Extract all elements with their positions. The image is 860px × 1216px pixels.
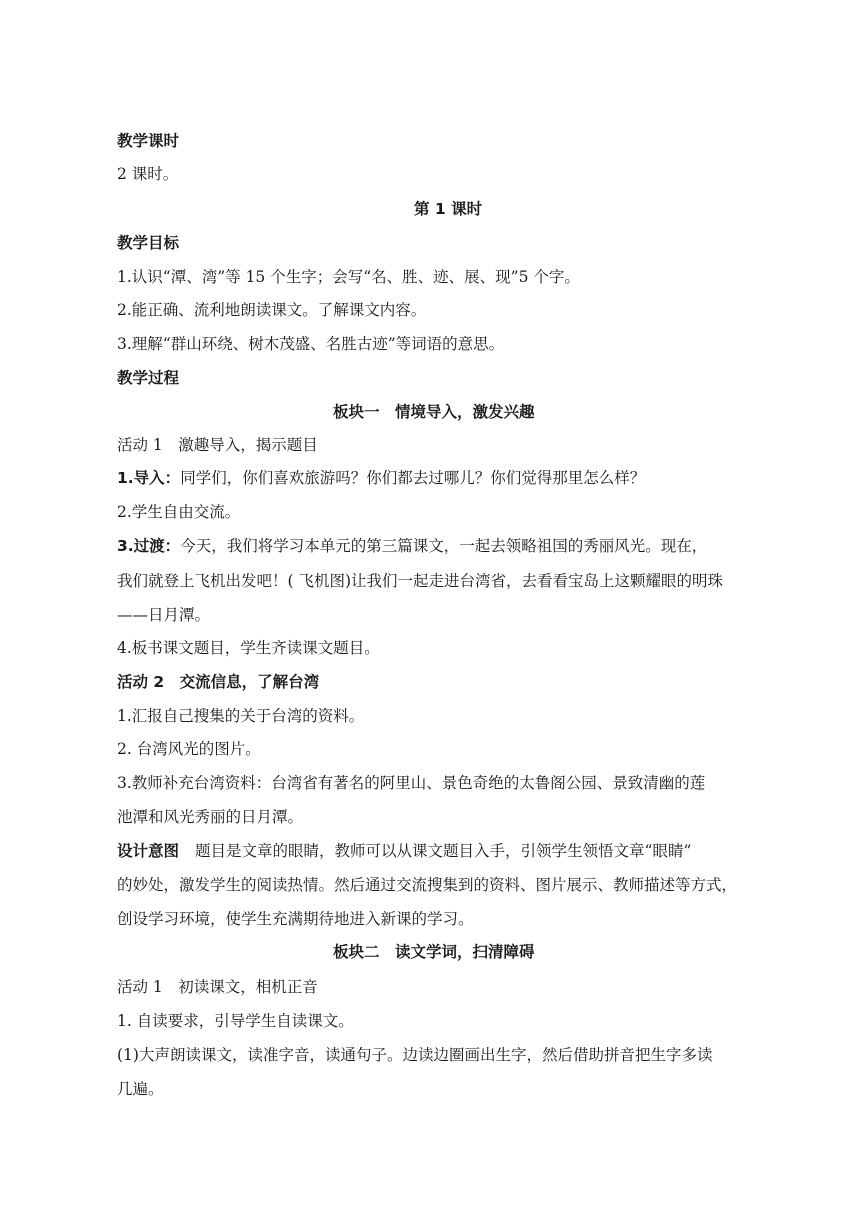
design-intent-label: 设计意图 xyxy=(117,842,180,860)
list-item: 2.学生自由交流。 xyxy=(117,503,241,521)
design-intent-text: 题目是文章的眼睛，教师可以从课文题目入手，引领学生领悟文章“眼睛” xyxy=(195,842,692,860)
block1-title: 板块一 情境导入，激发兴趣 xyxy=(333,403,535,421)
item-label: 1.导入： xyxy=(117,469,181,487)
hours-text: 2 课时。 xyxy=(117,165,179,183)
item-label: 3.过渡： xyxy=(117,537,181,555)
list-item: (1)大声朗读课文，读准字音，读通句子。边读边圈画出生字，然后借助拼音把生字多读 xyxy=(117,1046,713,1064)
paragraph-line: 我们就登上飞机出发吧！( 飞机图)让我们一起走进台湾省，去看看宝岛上这颗耀眼的明珠 xyxy=(117,572,724,590)
goal-item: 3.理解“群山环绕、树木茂盛、名胜古迹”等词语的意思。 xyxy=(117,335,505,353)
list-item xyxy=(117,535,793,557)
list-item xyxy=(117,467,793,489)
activity-heading: 活动 1 初读课文，相机正音 xyxy=(117,978,318,996)
section-title-process: 教学过程 xyxy=(117,369,180,387)
section-title-hours: 教学课时 xyxy=(117,132,180,150)
list-item: 4.板书课文题目，学生齐读课文题目。 xyxy=(117,639,380,657)
paragraph-line: 创设学习环境，使学生充满期待地进入新课的学习。 xyxy=(117,910,474,928)
goal-item: 1.认识“潭、湾”等 15 个生字；会写“名、胜、迹、展、现”5 个字。 xyxy=(117,268,580,286)
item-text: 同学们，你们喜欢旅游吗？你们都去过哪儿？你们觉得那里怎么样？ xyxy=(180,469,646,487)
paragraph-line: ——日月潭。 xyxy=(117,606,211,624)
design-intent-line xyxy=(117,840,793,862)
activity-heading: 活动 2 交流信息，了解台湾 xyxy=(117,673,320,691)
item-text: 今天，我们将学习本单元的第三篇课文，一起去领略祖国的秀丽风光。现在， xyxy=(180,537,708,555)
section-title-goals: 教学目标 xyxy=(117,234,180,252)
paragraph-line: 池潭和风光秀丽的日月潭。 xyxy=(117,808,304,826)
list-item: 1. 自读要求，引导学生自读课文。 xyxy=(117,1012,354,1030)
list-item: 1.汇报自己搜集的关于台湾的资料。 xyxy=(117,707,365,725)
list-item: 3.教师补充台湾资料：台湾省有著名的阿里山、景色奇绝的太鲁阁公园、景致清幽的莲 xyxy=(117,774,706,792)
list-item: 2. 台湾风光的图片。 xyxy=(117,740,261,758)
lesson-title: 第 1 课时 xyxy=(414,200,483,218)
paragraph-line: 几遍。 xyxy=(117,1080,164,1098)
activity-heading: 活动 1 激趣导入，揭示题目 xyxy=(117,436,318,454)
paragraph-line: 的妙处，激发学生的阅读热情。然后通过交流搜集到的资料、图片展示、教师描述等方式， xyxy=(117,876,738,894)
block2-title: 板块二 读文学词，扫清障碍 xyxy=(333,943,535,961)
goal-item: 2.能正确、流利地朗读课文。了解课文内容。 xyxy=(117,301,427,319)
